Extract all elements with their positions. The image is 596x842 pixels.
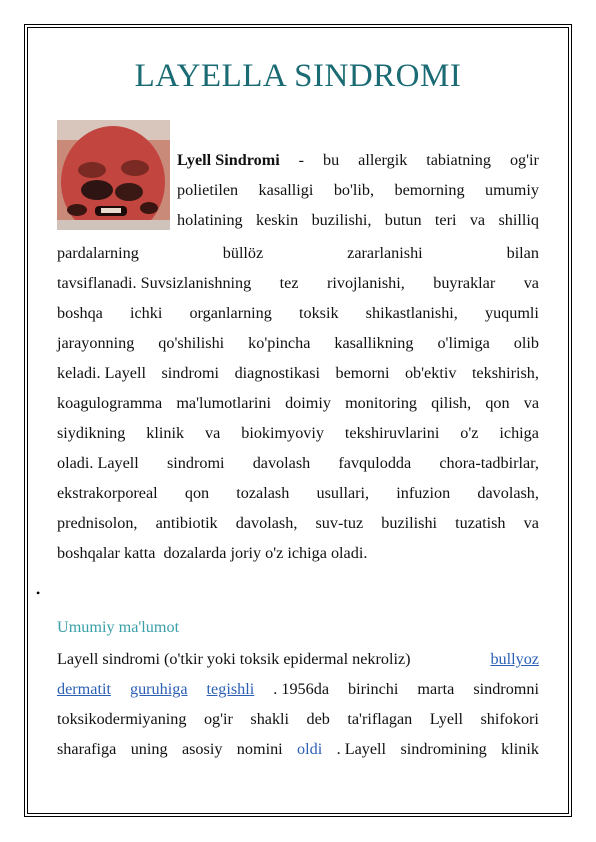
paragraph-line [57,484,539,503]
word: boshqa [57,304,103,322]
word: suv-tuz [315,514,364,532]
link-guruhiga[interactable]: guruhiga [129,680,188,698]
paragraph-line [57,244,539,263]
link-oldi[interactable]: oldi [297,740,323,758]
word: oladi. Layell [57,454,139,472]
word: tez [279,274,299,292]
word: tuzatish [455,514,506,532]
word: ichki [129,304,163,322]
paragraph-last-line: boshqalar katta dozalarda joriy o'z ichiga oladi. [57,544,368,562]
page-title: LAYELLA SINDROMI [134,58,462,94]
word: va [469,211,486,229]
word: sindromni [473,680,539,698]
section-line-3 [57,710,539,729]
word: ob'ektiv [404,364,457,382]
word: . Layell [336,740,387,758]
word: bo'lib, [333,181,375,199]
section-paragraph [57,650,539,780]
word: shilliq [498,211,539,229]
word: tabiatning [426,151,491,169]
word: usullari, [316,484,370,502]
word: buzilishi [381,514,438,532]
word: toksikodermiyaning [57,710,187,728]
word: polietilen [177,181,239,199]
word: allergik [358,151,408,169]
word: kasalligi [258,181,314,199]
word: nomini [236,740,283,758]
word: kasallikning [334,334,414,352]
intro-line-2 [177,181,539,200]
word: umumiy [485,181,539,199]
word: buzilishi, [311,211,372,229]
word: marta [417,680,455,698]
word: ta'riflagan [347,710,413,728]
word: tekshiruvlarini [344,424,440,442]
word: klinik [146,424,185,442]
section-line-2 [57,680,539,699]
word: og'ir [509,151,539,169]
intro-line-3 [177,211,539,230]
word: ekstrakorporeal [57,484,158,502]
word: buyraklar [433,274,496,292]
word: bu [323,151,340,169]
intro-block [57,151,539,231]
link-tegishli[interactable]: tegishli [206,680,255,698]
word: qo'shilishi [158,334,225,352]
word: diagnostikasi [234,364,320,382]
section-line-1 [57,650,539,669]
word: infuzion [396,484,451,502]
paragraph-line [57,304,539,323]
word: keskin [255,211,299,229]
word: butun [384,211,422,229]
word: shifokori [480,710,539,728]
word: qon [184,484,210,502]
word: deb [306,710,330,728]
word: shakli [250,710,290,728]
word: ko'pincha [248,334,311,352]
word: og'ir [203,710,233,728]
word: tozalash [236,484,290,502]
word: siydikning [57,424,126,442]
paragraph-line [57,364,539,383]
word: olib [513,334,539,352]
word: ichiga [499,424,539,442]
word: zararlanishi [347,244,423,262]
word: antibiotik [155,514,218,532]
word: büllöz [222,244,264,262]
paragraph-line [57,454,539,473]
word: ma'lumotlarini [176,394,271,412]
word: sindromining [400,740,487,758]
word: bemorni [335,364,390,382]
word: qon [485,394,510,412]
word: holatining [177,211,243,229]
word: uning [130,740,168,758]
word: davolash, [477,484,539,502]
word: sharafiga [57,740,117,758]
word: doimiy [285,394,331,412]
paragraph-line [57,394,539,413]
word: pardalarning [57,244,139,262]
word: Lyell [429,710,464,728]
word: va [523,514,539,532]
word: bemorning [394,181,465,199]
section-heading: Umumiy ma'lumot [57,618,180,636]
word: biokimyoviy [241,424,324,442]
word: chora-tadbirlar, [439,454,539,472]
word: birinchi [348,680,399,698]
word: tavsiflanadi. Suvsizlanishning [57,274,252,292]
word: klinik [501,740,539,758]
link-bullyoz[interactable]: bullyoz [490,650,539,668]
word: koagulogramma [57,394,163,412]
word: shikastlanishi, [365,304,458,322]
word: . 1956da [273,680,329,698]
word: va [523,394,539,412]
paragraph-line [57,424,539,443]
word: va [205,424,221,442]
section-line-4 [57,740,539,759]
word: prednisolon, [57,514,138,532]
word: sindromi [161,364,220,382]
word: rivojlanishi, [326,274,405,292]
word: organlarning [189,304,272,322]
section-text: Layell sindromi (o'tkir yoki toksik epidermal nekroliz) [57,650,411,668]
word: keladi. Layell [57,364,146,382]
word: teri [434,211,457,229]
bullet-marker: • [36,586,41,600]
word: toksik [298,304,339,322]
word: o'z [460,424,479,442]
word: o'limiga [437,334,490,352]
word: bilan [506,244,539,262]
paragraph-line [57,334,539,353]
word: jarayonning [57,334,135,352]
paragraph-line [57,514,539,533]
word: asosiy [181,740,223,758]
word: sindromi [166,454,225,472]
term-lyell-sindromi: Lyell Sindromi [177,151,280,169]
word: davolash, [235,514,298,532]
word: - [298,151,305,169]
main-paragraph [57,244,539,574]
word: yuqumli [484,304,539,322]
paragraph-line [57,274,539,293]
word: davolash [252,454,311,472]
link-dermatit[interactable]: dermatit [57,680,111,698]
intro-line-1 [177,151,539,170]
word: qilish, [431,394,472,412]
word: favqulodda [338,454,412,472]
word: va [523,274,539,292]
word: monitoring [345,394,418,412]
word: tekshirish, [471,364,539,382]
